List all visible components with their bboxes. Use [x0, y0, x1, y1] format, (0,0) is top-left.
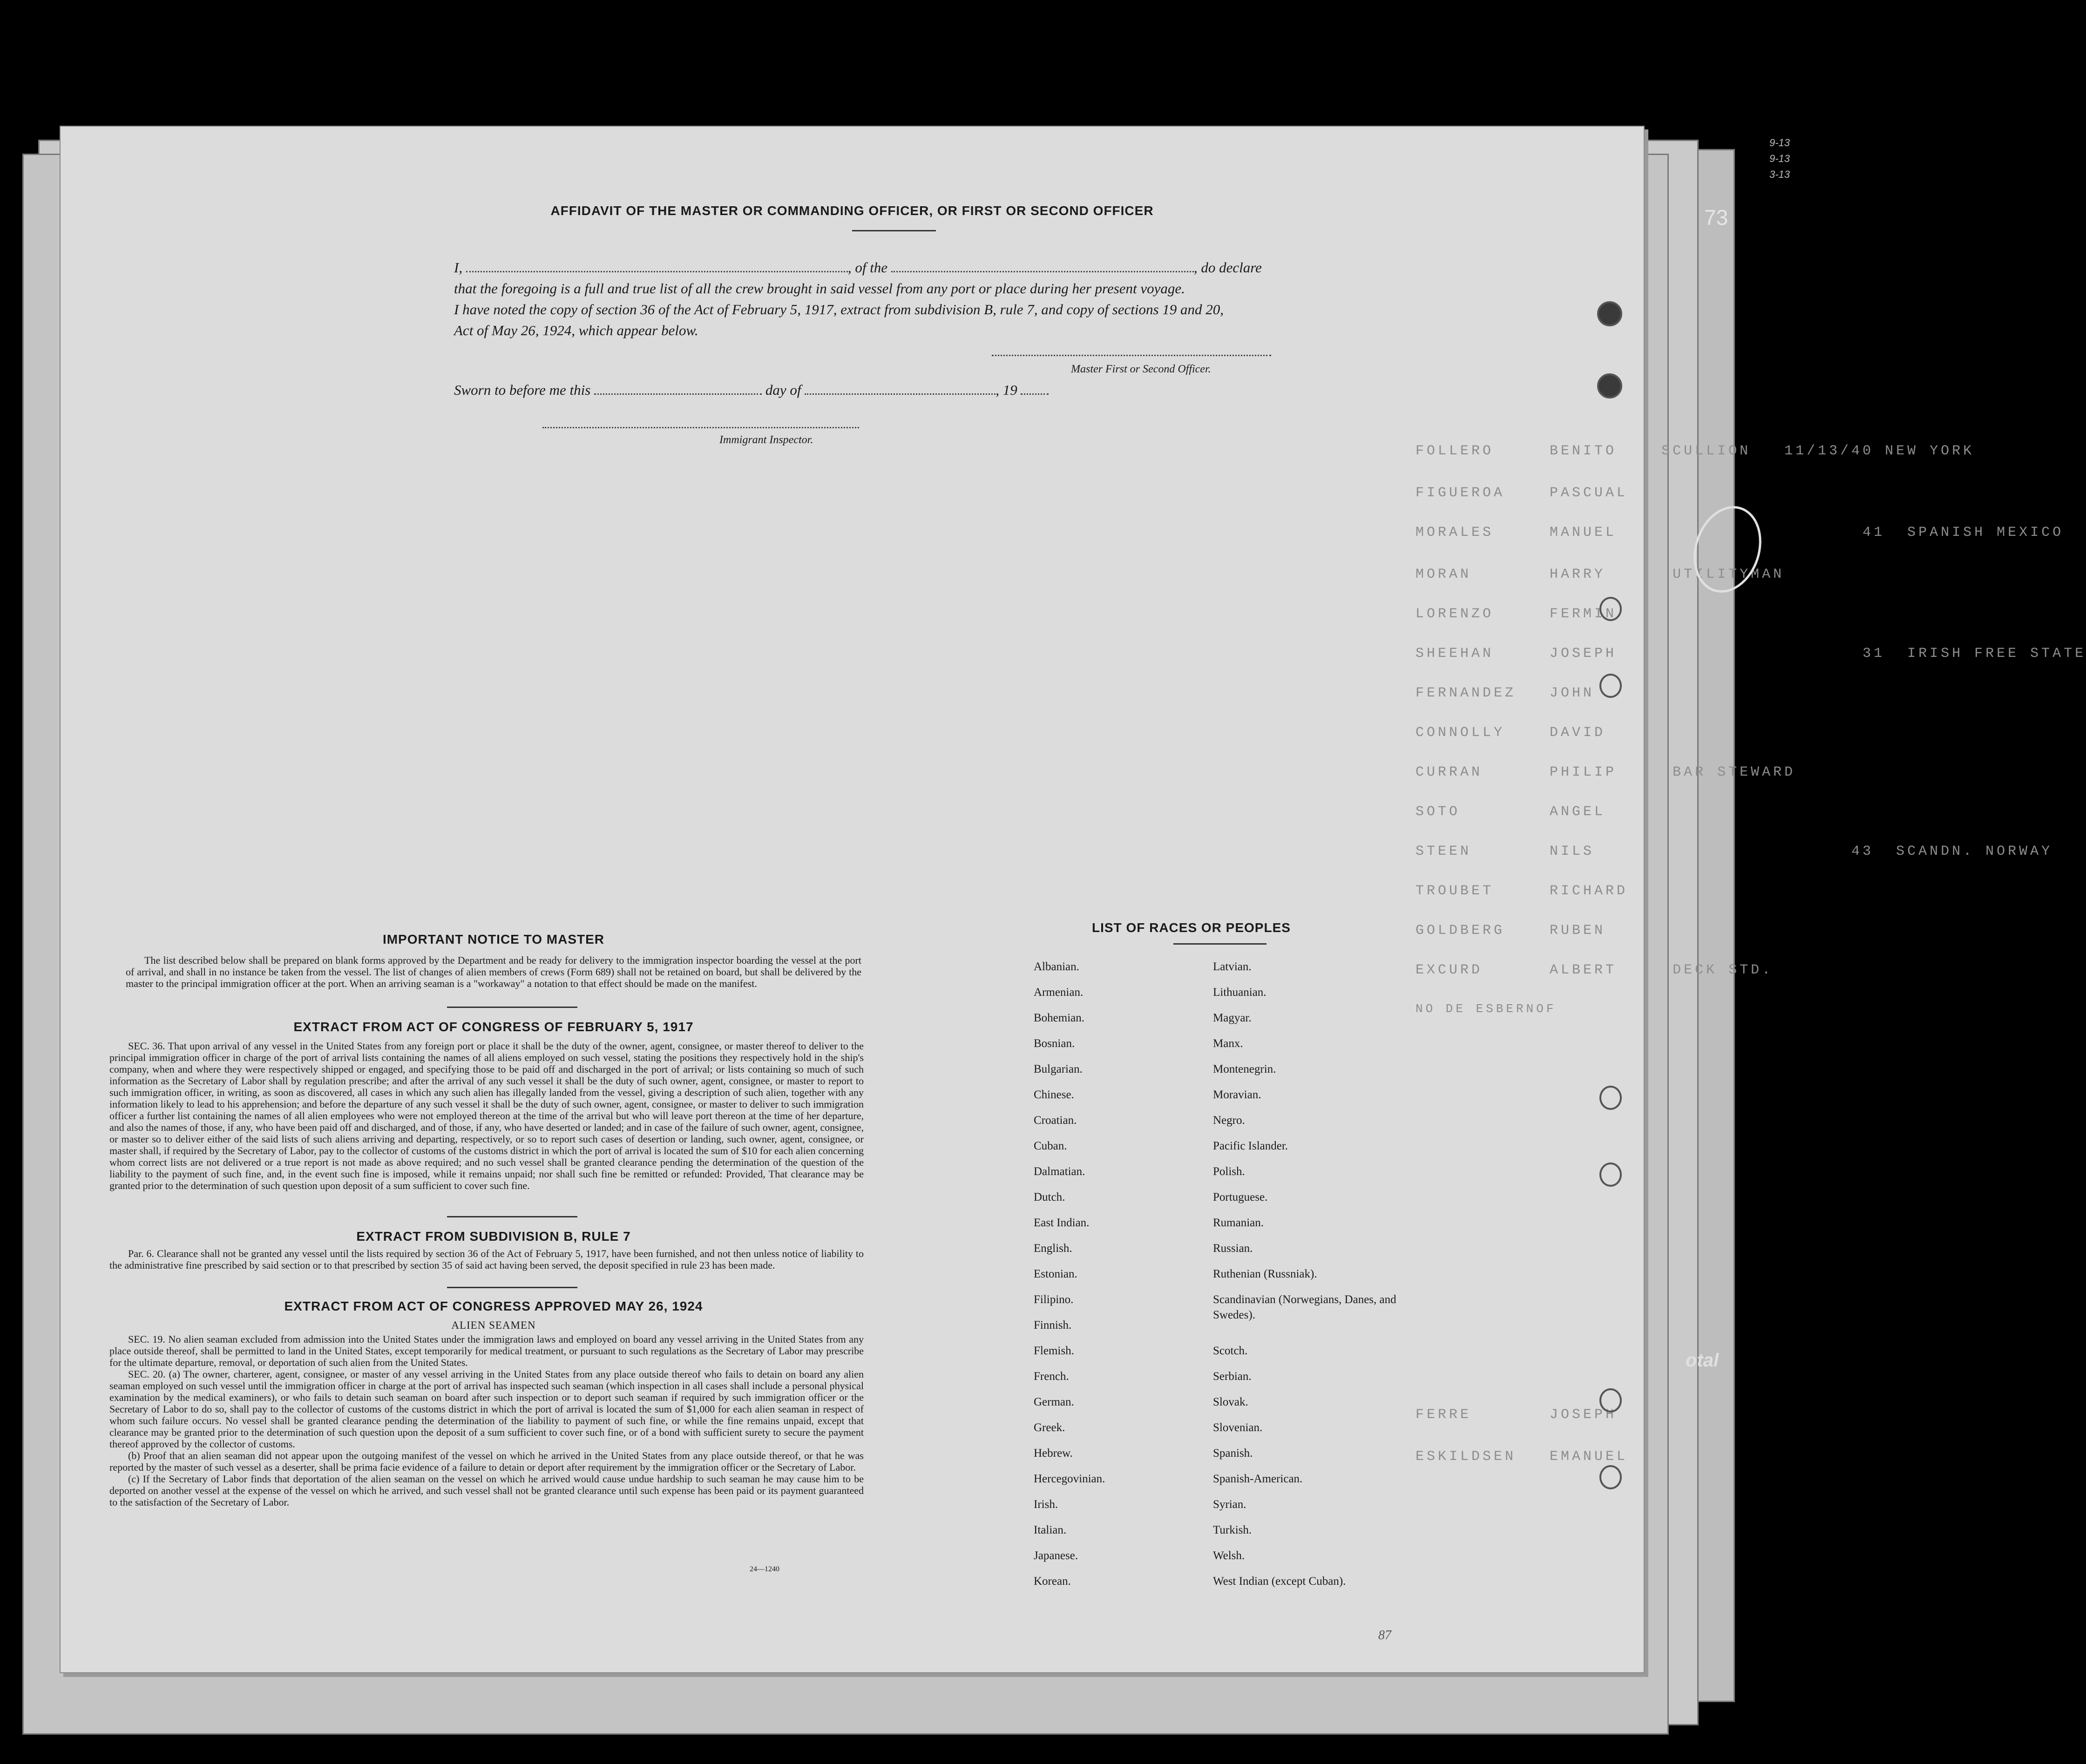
binder-hole — [1597, 373, 1622, 399]
race-item: Croatian. — [1034, 1114, 1077, 1127]
race-item: West Indian (except Cuban). — [1213, 1575, 1346, 1588]
race-item: Latvian. — [1213, 960, 1252, 973]
race-item: Spanish. — [1213, 1447, 1253, 1460]
bottom-note: 87 — [1378, 1628, 1391, 1642]
bleed-through-text: LORENZO FERMIN — [1416, 606, 1617, 622]
race-item: Manx. — [1213, 1037, 1243, 1050]
race-item: Dutch. — [1034, 1191, 1065, 1203]
bleed-through-text: TROUBET RICHARD — [1416, 883, 1628, 899]
page-number: 73 — [1704, 205, 1728, 230]
race-item: Portuguese. — [1213, 1191, 1268, 1203]
race-item: Hercegovinian. — [1034, 1473, 1105, 1485]
bleed-through-text: FIGUEROA PASCUAL — [1416, 485, 1628, 501]
notice-text: The list described below shall be prepared on blank forms approved by the Department and be ready for delivery to the immigration inspector boarding the vessel at the port of arrival, and shall in no instance be taken from the vessel. The list of changes of alien members of crews (Form 689) shall not be retained on board, but shall be delivered by the master to the principal immigration officer at the port. When an arriving seaman is a "workaway" a notation to that effect should be made on the manifest. — [126, 954, 861, 989]
bleed-through-text: SHEEHAN JOSEPH 31 IRISH FREE STATE — [1416, 646, 2086, 662]
notice-title: IMPORTANT NOTICE TO MASTER — [382, 932, 605, 946]
race-item: Welsh. — [1213, 1549, 1245, 1562]
race-item: Filipino. — [1034, 1293, 1074, 1306]
race-item: Armenian. — [1034, 986, 1084, 999]
race-item: Spanish-American. — [1213, 1473, 1303, 1485]
race-item: Polish. — [1213, 1165, 1245, 1178]
race-item: Serbian. — [1213, 1370, 1252, 1383]
race-item: Bohemian. — [1034, 1012, 1085, 1024]
sworn-month-blank[interactable] — [805, 393, 996, 395]
race-item: Scotch. — [1213, 1345, 1248, 1357]
rule-7-title: EXTRACT FROM SUBDIVISION B, RULE 7 — [356, 1229, 631, 1244]
race-item: Negro. — [1213, 1114, 1245, 1127]
race-item: Scandinavian (Norwegians, Danes, and Swedes). — [1213, 1293, 1396, 1321]
race-item: Syrian. — [1213, 1498, 1246, 1511]
affidavit-body — [454, 257, 1357, 341]
race-item: Bosnian. — [1034, 1037, 1075, 1050]
bleed-through-text: MORALES MANUEL 41 SPANISH MEXICO — [1416, 525, 2064, 541]
races-rule — [1173, 943, 1266, 945]
race-item: Russian. — [1213, 1242, 1253, 1255]
vessel-blank[interactable] — [891, 271, 1194, 272]
bleed-through-text: FOLLERO BENITO SCULLION 11/13/40 NEW YORK — [1416, 443, 1975, 459]
race-item: Korean. — [1034, 1575, 1071, 1588]
inspector-signature-line[interactable] — [542, 427, 859, 428]
title-rule — [852, 230, 936, 231]
sworn-year-blank[interactable] — [1021, 393, 1049, 395]
race-item: Greek. — [1034, 1421, 1065, 1434]
extract-1924-text — [109, 1333, 864, 1508]
race-item: Flemish. — [1034, 1345, 1074, 1357]
race-item: East Indian. — [1034, 1217, 1090, 1229]
binder-ring-mark — [1599, 1162, 1622, 1187]
race-item: Italian. — [1034, 1524, 1067, 1536]
race-item: Japanese. — [1034, 1549, 1078, 1562]
sworn-line: Sworn to before me this day of , 19 — [454, 382, 1049, 399]
affidavit-declaration-line: I, , of the , do declare — [454, 259, 1262, 276]
race-item: German. — [1034, 1396, 1074, 1408]
race-item: Turkish. — [1213, 1524, 1252, 1536]
bleed-through-text: MORAN HARRY UTILITYMAN — [1416, 567, 1785, 582]
race-item: Montenegrin. — [1213, 1063, 1276, 1075]
race-item: Rumanian. — [1213, 1217, 1264, 1229]
bleed-through-text: CURRAN PHILIP BAR STEWARD — [1416, 764, 1796, 780]
race-item: Bulgarian. — [1034, 1063, 1083, 1075]
inspector-label: Immigrant Inspector. — [719, 434, 813, 446]
bleed-through-text: FERRE JOSEPH — [1416, 1407, 1617, 1423]
race-item: Lithuanian. — [1213, 986, 1266, 999]
race-item: Finnish. — [1034, 1319, 1072, 1331]
race-item: Hebrew. — [1034, 1447, 1073, 1460]
section-20b-text: (b) Proof that an alien seaman did not appear upon the outgoing manifest of the vessel on which he arrived in the United States from any place outside thereof, or that he was reported by the master of such vessel as a deserter, shall be prima facie evidence of a failure to detain or deport after requirement by the immigration officer or the Secretary of Labor. — [109, 1450, 864, 1473]
section-20a-text: SEC. 20. (a) The owner, charterer, agent, consignee, or master of any vessel arriving in the United States from any place outside thereof who fails to detain on board any alien seaman employed on such vessel until the immigration officer in charge at the port of arrival has inspected such seaman (which inspection in all cases shall include a personal physical examination by the medical examiners), or who fails to detain such seaman on board after such inspection or to deport such seaman if required by such immigration officer or the Secretary of Labor to do so, shall pay to the collector of customs of the customs district in which the port of arrival is located the sum of $1,000 for each alien seaman in respect of whom such failure occurs. No vessel shall be granted clearance pending the determination of the liability to payment of such fine, or while the fine remains unpaid, except that clearance may be granted prior to the determination of such question upon the deposit of a sum sufficient to cover such fine, or of a bond with sufficient surety to secure the payment thereof approved by the collector of customs. — [109, 1368, 864, 1450]
binder-ring-mark — [1599, 1388, 1622, 1413]
affidavit-line: that the foregoing is a full and true list of all the crew brought in said vessel from any port or place during her present voyage. — [454, 280, 1185, 297]
extract-1917-title: EXTRACT FROM ACT OF CONGRESS OF FEBRUARY 5, 1917 — [293, 1020, 694, 1034]
rule-7-text: Par. 6. Clearance shall not be granted any vessel until the lists required by section 36 of the Act of February 5, 1917, have been furnished, and not then unless notice of liability to the administrative fine prescribed by said section or to that prescribed by section 35 of said act having been served, the deposit specified in rule 23 has been made. — [109, 1248, 864, 1271]
race-item: Moravian. — [1213, 1088, 1261, 1101]
bleed-through-text: SOTO ANGEL — [1416, 804, 1606, 820]
race-item: Chinese. — [1034, 1088, 1074, 1101]
bleed-through-text: FERNANDEZ JOHN — [1416, 685, 1595, 701]
extract-1924-subtitle: ALIEN SEAMEN — [451, 1319, 536, 1331]
races-column-2 — [1213, 959, 1399, 1599]
race-item: Magyar. — [1213, 1012, 1252, 1024]
margin-notes: 9-13 9-13 3-13 — [1769, 137, 1790, 180]
bleed-through-text: NO DE ESBERNOF — [1416, 1002, 1557, 1016]
bleed-through-text: GOLDBERG RUBEN — [1416, 923, 1606, 939]
race-item: English. — [1034, 1242, 1072, 1255]
binder-ring-mark — [1599, 1465, 1622, 1489]
extract-1917-text: SEC. 36. That upon arrival of any vessel in the United States from any foreign port or place it shall be the duty of the owner, agent, consignee, or master thereof to deliver to the principal immigration officer in charge of the port of arrival lists containing the names of all aliens employed on such vessel, stating the positions they respectively hold in the ship's company, when and where they were respectively shipped or engaged, and specifying those to be paid off and discharged in the port of arrival; or lists containing so much of such information as the Secretary of Labor shall by regulation prescribe; and after the arrival of any such vessel it shall be the duty of such owner, agent, consignee, or master to report to such immigration officer, in writing, as soon as discovered, all cases in which any such alien has illegally landed from the vessel, giving a description of such alien, together with any information likely to lead to his apprehension; and before the departure of any such vessel it shall be the duty of such owner, agent, consignee, or master to deliver to such immigration officer a further list containing the names of all alien employees who were not employed thereon at the time of the arrival but who will leave port thereon at the time of her departure, and also the names of those, if any, who have been paid off and discharged, and of those, if any, who have deserted or landed; and in case of the failure of such owner, agent, consignee, or master so to deliver either of the said lists of such aliens arriving and departing, respectively, or so to report such cases of desertion or landing, such owner, agent, consignee, or master shall, if required by the Secretary of Labor, pay to the collector of customs of the customs district in which the port of arrival is located the sum of $10 for each alien concerning whom correct lists are not delivered or a true report is not made as above required; and no such vessel shall be granted clearance pending the determination of the question of the liability to the payment of such fine, and, in the event such fine is imposed, while it remains unpaid; nor shall such fine be remitted or refunded: Provided, That clearance may be granted prior to the determination of such question upon deposit of a sum sufficient to cover such fine. — [109, 1040, 864, 1191]
affidavit-line: I have noted the copy of section 36 of the Act of February 5, 1917, extract from subdivision B, rule 7, and copy of sections 19 and 20, — [454, 301, 1224, 318]
section-rule — [447, 1287, 577, 1288]
section-19-text: SEC. 19. No alien seaman excluded from admission into the United States under the immigration laws and employed on board any vessel arriving in the United States from any place outside thereof, shall be permitted to land in the United States, except temporarily for medical treatment, or pursuant to such regulations as the Secretary of Labor may prescribe for the ultimate departure, removal, or deportation of such alien from the United States. — [109, 1333, 864, 1368]
bleed-through-text: ESKILDSEN EMANUEL — [1416, 1449, 1628, 1465]
section-20c-text: (c) If the Secretary of Labor finds that deportation of the alien seaman on the vessel on which he arrived would cause undue hardship to such seaman he may cause him to be deported on another vessel at the expense of the vessel on which he arrived, and such vessel shall not be granted clearance until such expense has been paid or its payment guaranteed to the satisfaction of the Secretary of Labor. — [109, 1473, 864, 1508]
affidavit-line: Act of May 26, 1924, which appear below. — [454, 322, 698, 338]
form-code: 24—1240 — [750, 1565, 779, 1573]
extract-1924-title: EXTRACT FROM ACT OF CONGRESS APPROVED MAY 26, 1924 — [284, 1299, 703, 1313]
sworn-day-blank[interactable] — [594, 393, 762, 395]
bleed-through-text: CONNOLLY DAVID — [1416, 725, 1606, 741]
affidavit-title: AFFIDAVIT OF THE MASTER OR COMMANDING OFFICER, OR FIRST OR SECOND OFFICER — [550, 203, 1154, 218]
binder-ring-mark — [1599, 674, 1622, 698]
race-item: French. — [1034, 1370, 1069, 1383]
name-blank[interactable] — [466, 271, 848, 272]
race-item: Irish. — [1034, 1498, 1058, 1511]
race-item: Dalmatian. — [1034, 1165, 1085, 1178]
binder-ring-mark — [1599, 1086, 1622, 1110]
race-item: Slovenian. — [1213, 1421, 1263, 1434]
races-title: LIST OF RACES OR PEOPLES — [1092, 920, 1291, 935]
bleed-through-text: STEEN NILS 43 SCANDN. NORWAY — [1416, 844, 2053, 859]
total-label: otal — [1686, 1350, 1719, 1371]
section-rule — [447, 1216, 577, 1217]
bleed-through-text: EXCURD ALBERT DECK STD. — [1416, 962, 1774, 978]
race-item: Ruthenian (Russniak). — [1213, 1268, 1317, 1280]
race-item: Pacific Islander. — [1213, 1140, 1288, 1152]
binder-ring-mark — [1599, 597, 1622, 621]
master-signature-line[interactable] — [992, 355, 1271, 356]
race-item: Slovak. — [1213, 1396, 1248, 1408]
master-label: Master First or Second Officer. — [1071, 363, 1211, 375]
race-item: Albanian. — [1034, 960, 1079, 973]
section-rule — [447, 1007, 577, 1008]
race-item: Estonian. — [1034, 1268, 1077, 1280]
race-item: Cuban. — [1034, 1140, 1067, 1152]
races-column-1 — [1034, 959, 1211, 1599]
binder-hole — [1597, 301, 1622, 326]
